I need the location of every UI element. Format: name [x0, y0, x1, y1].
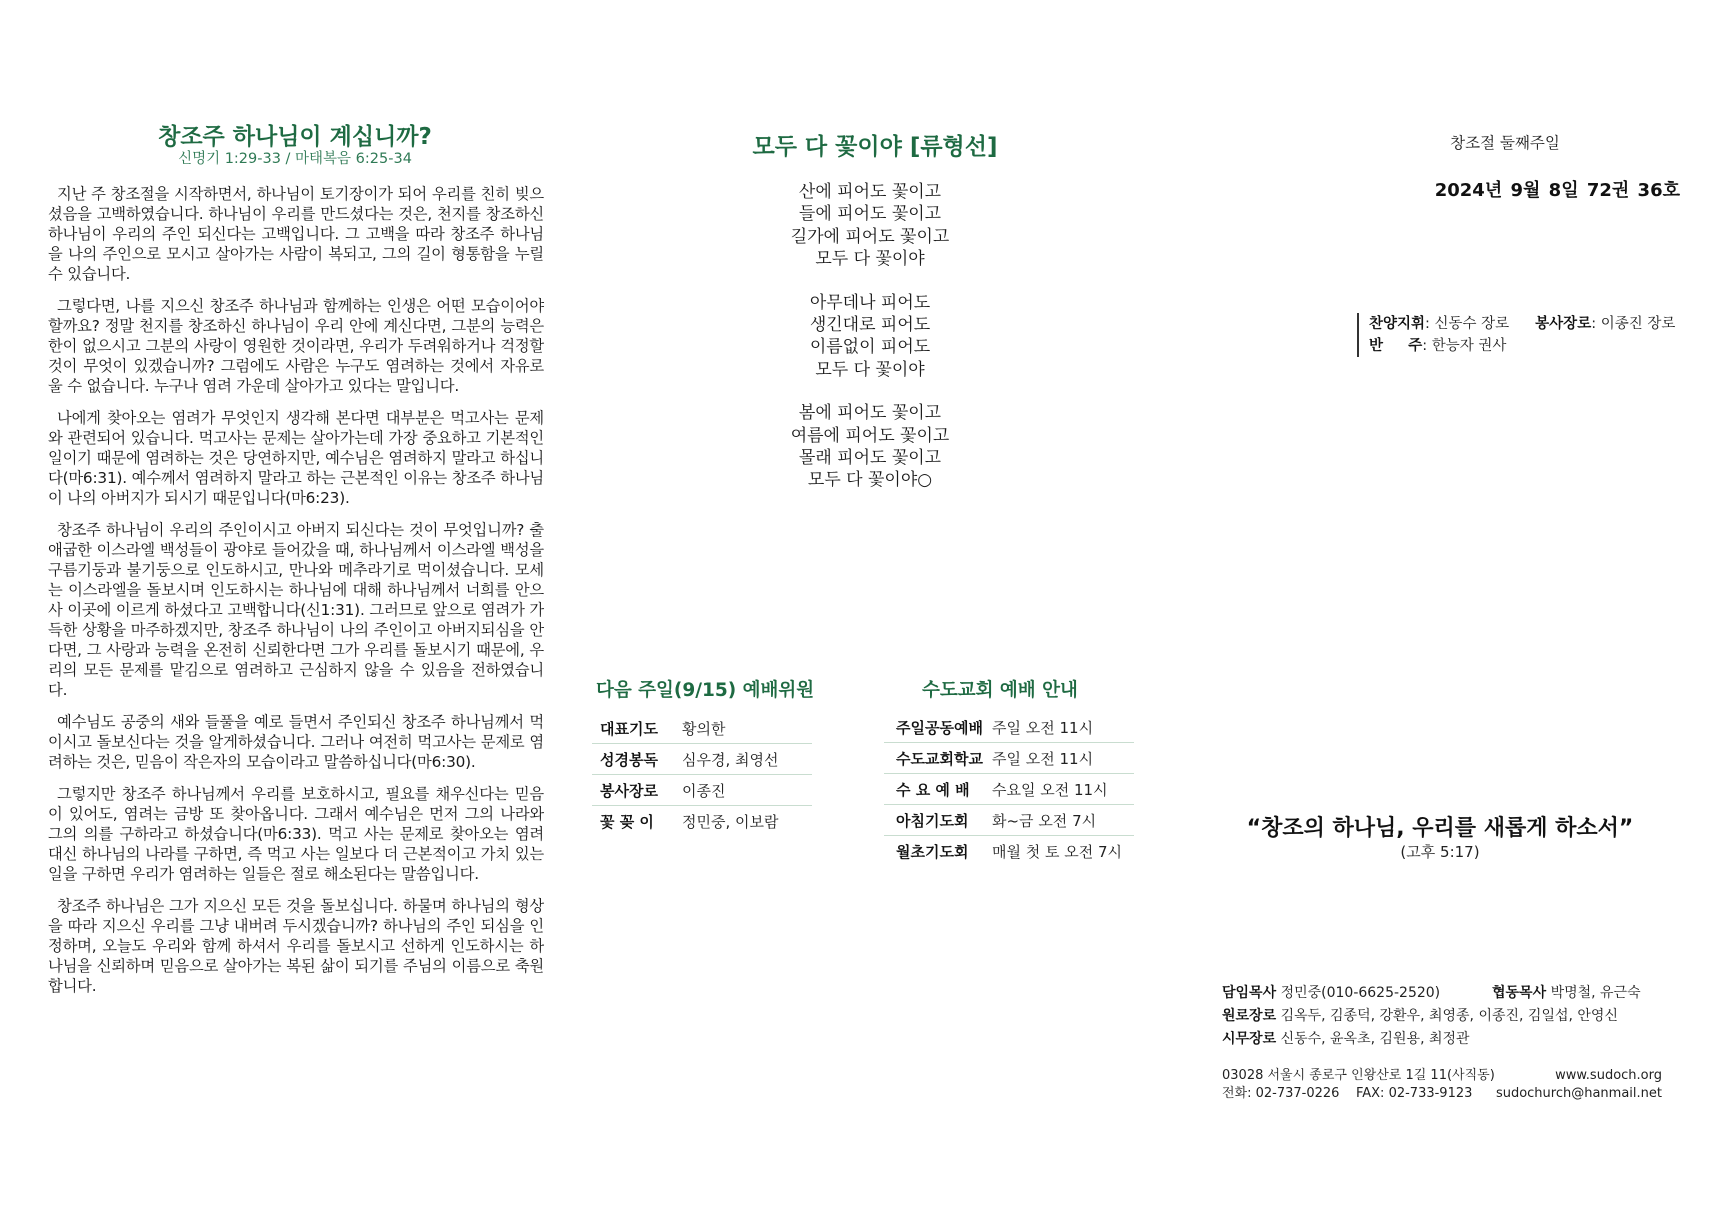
committee-member: 이종진 [682, 775, 812, 806]
table-row [884, 712, 1134, 743]
staff-value: 정민중(010-6625-2520) [1280, 985, 1441, 1001]
lyric-line: 생긴대로 피어도 [809, 315, 931, 336]
table-row [592, 713, 812, 744]
service-name: 수 요 예 배 [884, 774, 992, 805]
lyric-line: 봄에 피어도 꽃이고 [798, 403, 942, 424]
duty-value: : 한능자 권사 [1422, 338, 1507, 354]
lyric-line: 이름없이 피어도 [809, 337, 931, 358]
website-link[interactable]: www.sudoch.org [1555, 1068, 1662, 1083]
song-verse [720, 181, 1020, 271]
sermon-paragraph: 그렇지만 창조주 하나님께서 우리를 보호하시고, 필요를 채우신다는 믿음이 있어도, 염려는 금방 또 찾아옵니다. 그래서 예수님은 먼저 그의 나라와 그의 의를 구하라고 하셨습니다(마6:33). 먹고 사는 문제로 찾아오는 염려 대신 하나님의 나라를 구하면, 즉 먹고 사는 일보다 더 근본적이고 가치 있는 일을 구하면 우리가 염려하는 일들은 절로 해소된다는 말씀입니다. [48, 785, 544, 883]
staff-row [1222, 1005, 1692, 1028]
committee-member: 정민중, 이보람 [682, 812, 779, 831]
staff-value: 신동수, 윤옥초, 김원용, 최정관 [1280, 1031, 1470, 1047]
committee-heading: 다음 주일(9/15) 예배위원 [596, 680, 815, 701]
duty-value: : 신동수 장로 [1425, 316, 1510, 332]
lyric-line: 몰래 피어도 꽃이고 [798, 448, 942, 469]
church-address: 03028 서울시 종로구 인왕산로 1길 11(사직동) [1222, 1068, 1495, 1083]
committee-member: 황의한 [682, 713, 812, 744]
duty-label: 봉사장로 [1535, 316, 1592, 332]
song-title: 모두 다 꽃이야 [류형선] [752, 134, 998, 160]
lyric-line: 길가에 피어도 꽃이고 [790, 226, 950, 247]
service-name: 아침기도회 [884, 805, 992, 836]
table-row [884, 805, 1134, 836]
duty-label: 찬양지휘 [1369, 316, 1426, 332]
song-lyrics [720, 181, 1020, 513]
staff-row [1222, 982, 1692, 1005]
staff-label: 협동목사 [1492, 985, 1547, 1001]
service-time: 화~금 오전 7시 [992, 805, 1134, 836]
email-link[interactable]: sudochurch@hanmail.net [1495, 1086, 1662, 1101]
staff-label: 시무장로 [1222, 1031, 1277, 1047]
duty-row [1369, 313, 1675, 335]
song-verse [720, 402, 1020, 492]
service-time: 수요일 오전 11시 [992, 774, 1134, 805]
duty-row [1369, 335, 1675, 357]
lyric-line: 아무데나 피어도 [809, 292, 931, 313]
sermon-paragraph: 그렇다면, 나를 지으신 창조주 하나님과 함께하는 인생은 어떤 모습이어야 할까요? 정말 천지를 창조하신 하나님이 우리 안에 계신다면, 그분의 능력은 한이 없으시고 그분의 사랑이 영원한 것이라면, 우리가 두려워하거나 걱정할 것이 무엇이 있겠습니까? 그럼에도 사람은 누구도 염려하는 것에서 자유로울 수 없습니다. 누구나 염려 가운데 살아가고 있다는 말입니다. [48, 297, 544, 395]
liturgical-season: 창조절 둘째주일 [1450, 134, 1560, 152]
committee-role: 봉사장로 [592, 775, 682, 806]
service-time: 주일 오전 11시 [992, 743, 1134, 774]
lyric-line: 들에 피어도 꽃이고 [798, 204, 942, 225]
church-contact [1222, 1067, 1662, 1103]
lyric-line: 모두 다 꽃이야 [815, 359, 925, 380]
table-row [884, 836, 1134, 867]
motto-reference: (고후 5:17) [1400, 843, 1480, 861]
sermon-body [48, 184, 544, 1008]
committee-member: 심우경, 최영선 [682, 744, 812, 775]
lyric-line: 산에 피어도 꽃이고 [798, 182, 942, 202]
staff-label: 원로장로 [1222, 1008, 1277, 1024]
committee-role: 대표기도 [592, 713, 682, 744]
committee-table [592, 713, 812, 836]
contact-row [1222, 1085, 1662, 1103]
table-row [884, 774, 1134, 805]
staff-row [1222, 1028, 1692, 1051]
service-guide-heading: 수도교회 예배 안내 [922, 680, 1078, 701]
committee-role: 꽃 꽂 이 [600, 812, 654, 831]
phone-fax: 전화: 02-737-0226 FAX: 02-733-9123 [1222, 1086, 1473, 1101]
committee-role: 성경봉독 [592, 744, 682, 775]
staff-value: 김옥두, 김종덕, 강환우, 최영종, 이종진, 김일섭, 안영신 [1280, 1008, 1618, 1024]
sermon-paragraph: 나에게 찾아오는 염려가 무엇인지 생각해 본다면 대부분은 먹고사는 문제와 관련되어 있습니다. 먹고사는 문제는 살아가는데 가장 중요하고 기본적인 일이기 때문에 염려하는 것은 당연하지만, 예수님은 염려하지 말라고 하십니다(마6:31). 예수께서 염려하지 말라고 하는 근본적인 이유는 창조주 하나님이 나의 아버지가 되시기 때문입니다(마6:23). [48, 409, 544, 507]
lyric-line: 여름에 피어도 꽃이고 [790, 425, 950, 446]
duty-value: : 이종진 장로 [1591, 316, 1676, 332]
service-name: 수도교회학교 [884, 743, 992, 774]
sermon-paragraph: 창조주 하나님이 우리의 주인이시고 아버지 되신다는 것이 무엇입니까? 출애굽한 이스라엘 백성들이 광야로 들어갔을 때, 하나님께서 이스라엘 백성을 구름기둥과 불기둥으로 인도하시고, 만나와 메추라기로 먹이셨습니다. 모세는 이스라엘을 돌보시며 인도하시는 하나님에 대해 하나님께서 너희를 안으사 이곳에 이르게 하셨다고 고백합니다(신1:31). 그러므로 앞으로 염려가 가득한 상황을 마주하겠지만, 창조주 하나님이 나의 주인이고 아버지되심을 안다면, 그 사랑과 능력을 온전히 신뢰한다면 그가 우리를 돌보시기 때문에, 우리의 모든 문제를 맡김으로 염려하고 근심하지 않을 수 있음을 전하였습니다. [48, 521, 544, 699]
service-name: 월초기도회 [896, 842, 969, 861]
service-time: 매월 첫 토 오전 7시 [992, 842, 1123, 861]
service-time: 주일 오전 11시 [992, 712, 1134, 743]
table-row [592, 775, 812, 806]
sermon-scripture-reference: 신명기 1:29-33 / 마태복음 6:25-34 [178, 151, 412, 167]
sermon-paragraph: 예수님도 공중의 새와 들풀을 예로 들면서 주인되신 창조주 하나님께서 먹이시고 돌보신다는 것을 알게하셨습니다. 그러나 여전히 먹고사는 문제로 염려하는 것은, 믿음이 작은자의 모습이라고 말씀하십니다(마6:30). [48, 713, 544, 771]
staff-associate [1492, 982, 1641, 1005]
table-row [884, 743, 1134, 774]
staff-value: 박명철, 유근숙 [1550, 985, 1641, 1001]
church-staff [1222, 982, 1692, 1051]
duty-roster [1357, 313, 1675, 357]
staff-label: 담임목사 [1222, 985, 1277, 1001]
duty-label: 반 주 [1369, 338, 1423, 354]
sermon-paragraph: 지난 주 창조절을 시작하면서, 하나님이 토기장이가 되어 우리를 친히 빚으셨음을 고백하였습니다. 하나님이 우리를 만드셨다는 것은, 천지를 창조하신 하나님이 우리의 주인 되신다는 고백입니다. 그 고백을 따라 창조주 하나님을 나의 주인으로 모시고 살아가는 사람이 복되고, 그의 길이 형통함을 누릴 수 있습니다. [48, 185, 544, 283]
service-name: 주일공동예배 [884, 712, 992, 743]
contact-row [1222, 1067, 1662, 1085]
lyric-line: 모두 다 꽃이야 [815, 249, 925, 270]
sermon-title: 창조주 하나님이 계십니까? [158, 124, 432, 150]
song-verse [720, 292, 1020, 382]
issue-date: 2024년 9월 8일 72권 36호 [1434, 180, 1680, 201]
table-row [592, 744, 812, 775]
lyric-line: 모두 다 꽃이야○ [807, 470, 933, 491]
church-motto: “창조의 하나님, 우리를 새롭게 하소서” [1246, 816, 1634, 841]
service-guide-table [884, 712, 1134, 866]
sermon-paragraph: 창조주 하나님은 그가 지으신 모든 것을 돌보십니다. 하물며 하나님의 형상을 따라 지으신 우리를 그냥 내버려 두시겠습니까? 하나님의 주인 되심을 인정하며, 오늘도 우리와 함께 하셔서 우리를 돌보시고 선하게 인도하시는 하나님을 신뢰하며 믿음으로 살아가는 복된 삶이 되기를 주님의 이름으로 축원합니다. [48, 897, 544, 995]
table-row [592, 806, 812, 837]
